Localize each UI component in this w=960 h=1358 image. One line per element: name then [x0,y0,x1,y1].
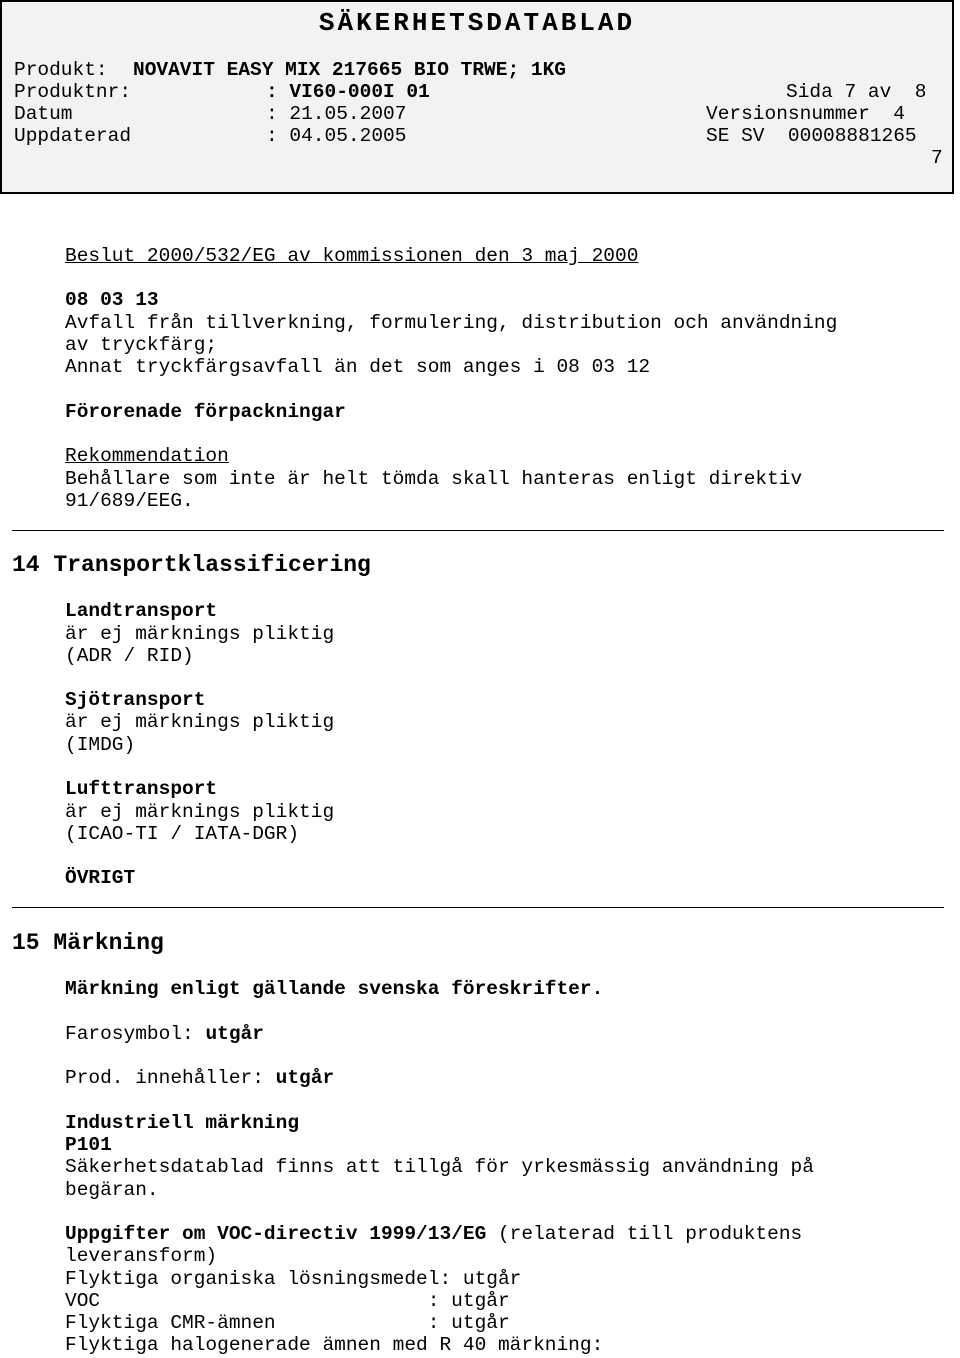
sea-transport-label: Sjötransport [65,689,206,711]
voc-heading [65,1223,802,1245]
voc-row-voc: VOC : utgår [65,1290,510,1312]
hazard-symbol-label: Farosymbol: [65,1023,206,1045]
section-divider [12,530,944,531]
product-contains-row [65,1067,334,1089]
air-transport-label: Lufttransport [65,778,218,800]
updated-value: : 04.05.2005 [266,125,407,147]
voc-row-halogenated: Flyktiga halogenerade ämnen med R 40 märkning: [65,1334,604,1356]
other-label: ÖVRIGT [65,867,136,889]
section-15-title: 15 Märkning [12,930,164,956]
product-number-label: Produktnr: [14,81,132,103]
waste-description-line1: Avfall från tillverkning, formulering, distribution och användning [65,312,838,334]
land-transport-regulation: (ADR / RID) [65,645,194,667]
contaminated-packaging-heading: Förorenade förpackningar [65,401,346,423]
hazard-symbol-row [65,1023,264,1045]
product-number: : VI60-000I 01 [266,81,430,103]
section-14-title: 14 Transportklassificering [12,552,371,578]
land-transport-text: är ej märknings pliktig [65,623,335,645]
page-indicator: Sida 7 av 8 [786,81,927,103]
version-number: Versionsnummer 4 [706,103,905,125]
voc-row-cmr: Flyktiga CMR-ämnen : utgår [65,1312,510,1334]
air-transport-text: är ej märknings pliktig [65,801,335,823]
voc-suffix: (relaterad till produktens [486,1223,803,1245]
industrial-marking-code: P101 [65,1134,112,1156]
document-header [0,0,954,194]
voc-label: Uppgifter om VOC-directiv 1999/13/EG [65,1223,487,1245]
voc-row-organic-solvents: Flyktiga organiska lösningsmedel: utgår [65,1268,522,1290]
voc-heading-line2: leveransform) [65,1245,218,1267]
section-divider [12,907,944,908]
product-contains-label: Prod. innehåller: [65,1067,276,1089]
decision-reference: Beslut 2000/532/EG av kommissionen den 3 maj 2000 [65,245,639,267]
document-number: SE SV 00008881265 [706,125,917,147]
industrial-marking-line1: Säkerhetsdatablad finns att tillgå för yrkesmässig användning på [65,1156,814,1178]
product-contains-value: utgår [275,1067,335,1089]
date-value: : 21.05.2007 [266,103,407,125]
product-name: NOVAVIT EASY MIX 217665 BIO TRWE; 1KG [133,59,566,81]
sea-transport-regulation: (IMDG) [65,734,136,756]
product-label: Produkt: [14,59,108,81]
land-transport-label: Landtransport [65,600,218,622]
recommendation-line1: Behållare som inte är helt tömda skall hanteras enligt direktiv [65,468,803,490]
document-title: SÄKERHETSDATABLAD [318,8,636,38]
date-label: Datum [14,103,73,125]
updated-label: Uppdaterad [14,125,132,147]
sea-transport-text: är ej märknings pliktig [65,711,335,733]
industrial-marking-line2: begäran. [65,1179,159,1201]
header-extra-number: 7 [931,147,943,169]
recommendation-line2: 91/689/EEG. [65,490,194,512]
recommendation-label: Rekommendation [65,445,229,467]
waste-description-line3: Annat tryckfärgsavfall än det som anges i 08 03 12 [65,356,651,378]
industrial-marking-label: Industriell märkning [65,1112,300,1134]
hazard-symbol-value: utgår [205,1023,264,1045]
marking-rule: Märkning enligt gällande svenska föreskrifter. [65,978,604,1000]
air-transport-regulation: (ICAO-TI / IATA-DGR) [65,823,300,845]
waste-description-line2: av tryckfärg; [65,334,218,356]
waste-code: 08 03 13 [65,289,159,311]
